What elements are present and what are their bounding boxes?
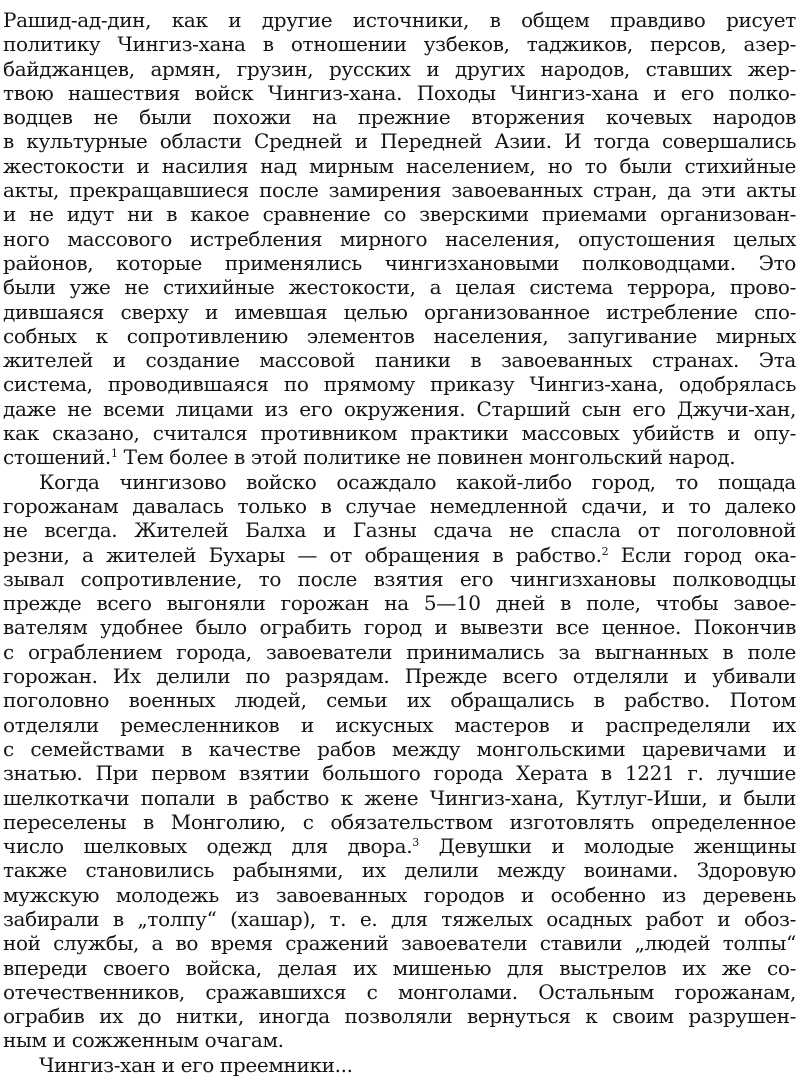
text-line-34: переселены в Монголию, с обязательством изготовлять определенное [3,809,796,834]
text-line-28: горожан. Их делили по разрядам. Прежде всего отделяли и убивали [3,664,796,689]
text-line-41: отечественников, сражавшихся с монголами. Остальным горожанам, [3,979,796,1004]
text-line-24: зывал сопротивление, то после взятия его чингизхановы полководцы [3,566,796,591]
text-line-13: дившаяся сверху и имевшая целью организованное истребление спо- [3,299,796,324]
text-line-39: ной службы, а во время сражений завоеватели ставили „людей толпы“ [3,931,796,956]
text-line-02: политику Чингиз-хана в отношении узбеков, таджиков, персов, азер- [3,32,796,57]
text-line-23 [3,543,796,567]
text-line-17: даже не всеми лицами из его окружения. Старший сын его Джучи-хан, [3,396,796,421]
text-line-35-start: число шелковых одежд для двора. [3,834,413,859]
text-line-16: система, проводившаяся по прямому приказу Чингиз-хана, одобрялась [3,372,796,397]
text-line-20: Когда чингизово войско осаждало какой-либо город, то пощада [39,469,796,494]
text-line-35-end: Девушки и молодые женщины [418,834,796,859]
text-line-37: мужскую молодежь из завоеванных городов и особенно из деревень [3,882,796,907]
text-line-36: также становились рабынями, их делили между воинами. Здоровую [3,858,796,883]
text-line-23-end: Если город ока- [608,542,796,567]
text-line-04: твою нашествия войск Чингиз-хана. Походы Чингиз-хана и его полко- [3,80,796,105]
footnote-mark-1: 1 [110,447,118,461]
text-line-44-partial: Чингиз-хан и его преемники... [39,1052,353,1077]
text-line-09: и не идут ни в какое сравнение со зверскими приемами организован- [3,202,796,227]
text-line-15: жителей и создание массовой паники в завоеванных странах. Эта [3,348,796,373]
text-line-23-start: резни, а жителей Бухары — от обращения в рабство. [3,542,602,567]
text-line-42: ограбив их до нитки, иногда позволяли вернуться к своим разрушен- [3,1004,796,1029]
text-line-30: отделяли ремесленников и искусных мастеров и распределяли их [3,712,796,737]
text-line-21: горожанам давалась только в случае немедленной сдачи, и то далеко [3,493,796,518]
text-line-19 [3,445,796,469]
footnote-mark-2: 2 [601,544,609,558]
text-line-19-start: стошений. [3,445,111,470]
text-line-38: забирали в „толпу“ (хашар), т. е. для тяжелых осадных работ и обоз- [3,906,796,931]
text-line-29: поголовно военных людей, семьи их обращались в рабство. Потом [3,688,796,713]
text-line-12: были уже не стихийные жестокости, а целая система террора, прово- [3,275,796,300]
text-line-33: шелкоткачи попали в рабство к жене Чингиз-хана, Кутлуг-Иши, и были [3,785,796,810]
text-line-22: не всегда. Жителей Балха и Газны сдача не спасла от поголовной [3,518,796,543]
text-line-05: водцев не были похожи на прежние вторжения кочевых народов [3,105,796,130]
text-line-43: ным и сожженным очагам. [3,1028,284,1053]
text-line-14: собных к сопротивлению элементов населения, запугивание мирных [3,323,796,348]
text-line-19-end: Тем более в этой политике не повинен монгольский народ. [117,445,736,470]
text-line-26: вателям удобнее было ограбить город и вывезти все ценное. Покончив [3,615,796,640]
footnote-mark-3: 3 [412,836,419,850]
text-line-06: в культурные области Средней и Передней Азии. И тогда совершались [3,129,796,154]
text-line-31: с семействами в качестве рабов между монгольскими царевичами и [3,736,796,761]
text-line-01: Рашид-ад-дин, как и другие источники, в общем правдиво рисует [3,8,796,32]
text-line-25: прежде всего выгоняли горожан на 5—10 дней в поле, чтобы завое- [3,591,796,616]
text-line-18: как сказано, считался противником практики массовых убийств и опу- [3,421,796,446]
text-line-07: жестокости и насилия над мирным населением, но то были стихийные [3,153,796,178]
body-text [3,8,796,1077]
text-line-11: районов, которые применялись чингизхановыми полководцами. Это [3,250,796,275]
text-line-32: знатью. При первом взятии большого города Херата в 1221 г. лучшие [3,761,796,786]
text-line-08: акты, прекращавшиеся после замирения завоеванных стран, да эти акты [3,178,796,203]
text-line-35 [3,834,796,858]
text-line-27: с ограблением города, завоеватели принимались за выгнанных в поле [3,639,796,664]
text-line-03: байджанцев, армян, грузин, русских и других народов, ставших жер- [3,56,796,81]
text-line-40: впереди своего войска, делая их мишенью для выстрелов их же со- [3,955,796,980]
text-line-10: ного массового истребления мирного населения, опустошения целых [3,226,796,251]
